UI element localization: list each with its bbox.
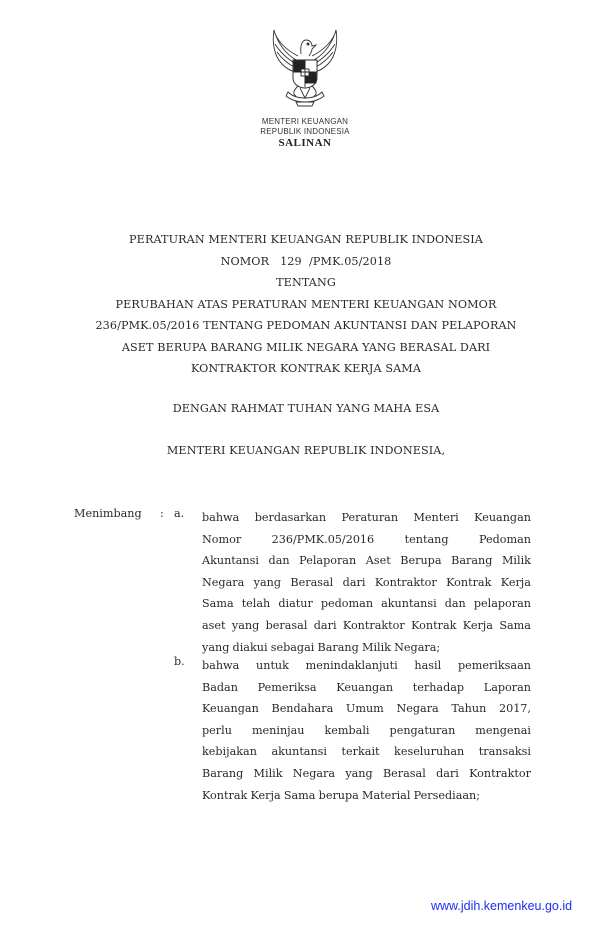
title-number: NOMOR 129 /PMK.05/2018 [220,254,392,268]
subject-line-1: PERUBAHAN ATAS PERATURAN MENTERI KEUANGAN NOMOR [115,297,497,311]
jdih-website-link[interactable]: www.jdih.kemenkeu.go.id [431,899,573,913]
letterhead-line2: REPUBLIK INDONESIA [260,127,350,136]
considerations-colon: : [160,507,164,520]
regulation-title [0,229,612,380]
item-line: bahwa untuk menindaklanjuti hasil pemeriksaan [202,659,531,672]
item-line: kebijakan akuntansi terkait keseluruhan transaksi [202,745,531,759]
item-letter: a. [174,507,185,520]
title-line1: PERATURAN MENTERI KEUANGAN REPUBLIK INDONESIA [129,233,483,246]
considerations-label: Menimbang [74,507,142,520]
item-line: Kontrak Kerja Sama berupa Material Persediaan; [202,788,481,802]
letterhead-line1: MENTERI KEUANGAN [261,117,349,126]
item-line: Nomor 236/PMK.05/2016 tentang Pedoman [202,532,531,546]
item-line: Barang Milik Negara yang Berasal dari Kontraktor [202,766,531,780]
item-letter: b. [174,655,185,668]
subject-line-4: KONTRAKTOR KONTRAK KERJA SAMA [190,362,422,375]
garuda-emblem-icon [268,28,342,108]
item-line: aset yang berasal dari Kontraktor Kontrak Kerja Sama [202,618,531,632]
item-line: Badan Pemeriksa Keuangan terhadap Laporan [202,680,531,694]
letterhead [240,117,370,137]
item-line: bahwa berdasarkan Peraturan Menteri Keuangan [202,511,531,524]
subject-line-2: 236/PMK.05/2016 TENTANG PEDOMAN AKUNTANSI DAN PELAPORAN [95,319,517,332]
item-line: yang diakui sebagai Barang Milik Negara; [202,640,441,654]
item-line: Negara yang Berasal dari Kontraktor Kontrak Kerja [202,575,531,589]
subject-line-3: ASET BERUPA BARANG MILIK NEGARA YANG BERASAL DARI [121,340,491,354]
invocation: DENGAN RAHMAT TUHAN YANG MAHA ESA [172,402,440,415]
item-text [202,655,531,806]
item-text [202,507,531,658]
copy-stamp: SALINAN [278,137,332,149]
item-line: perlu meninjau kembali pengaturan mengenai [202,723,531,737]
issuer: MENTERI KEUANGAN REPUBLIK INDONESIA, [166,444,446,457]
title-about: TENTANG [276,276,336,289]
item-line: Keuangan Bendahara Umum Negara Tahun 2017, [202,702,531,716]
item-line: Sama telah diatur pedoman akuntansi dan pelaporan [202,597,531,611]
item-line: Akuntansi dan Pelaporan Aset Berupa Barang Milik [202,554,531,568]
